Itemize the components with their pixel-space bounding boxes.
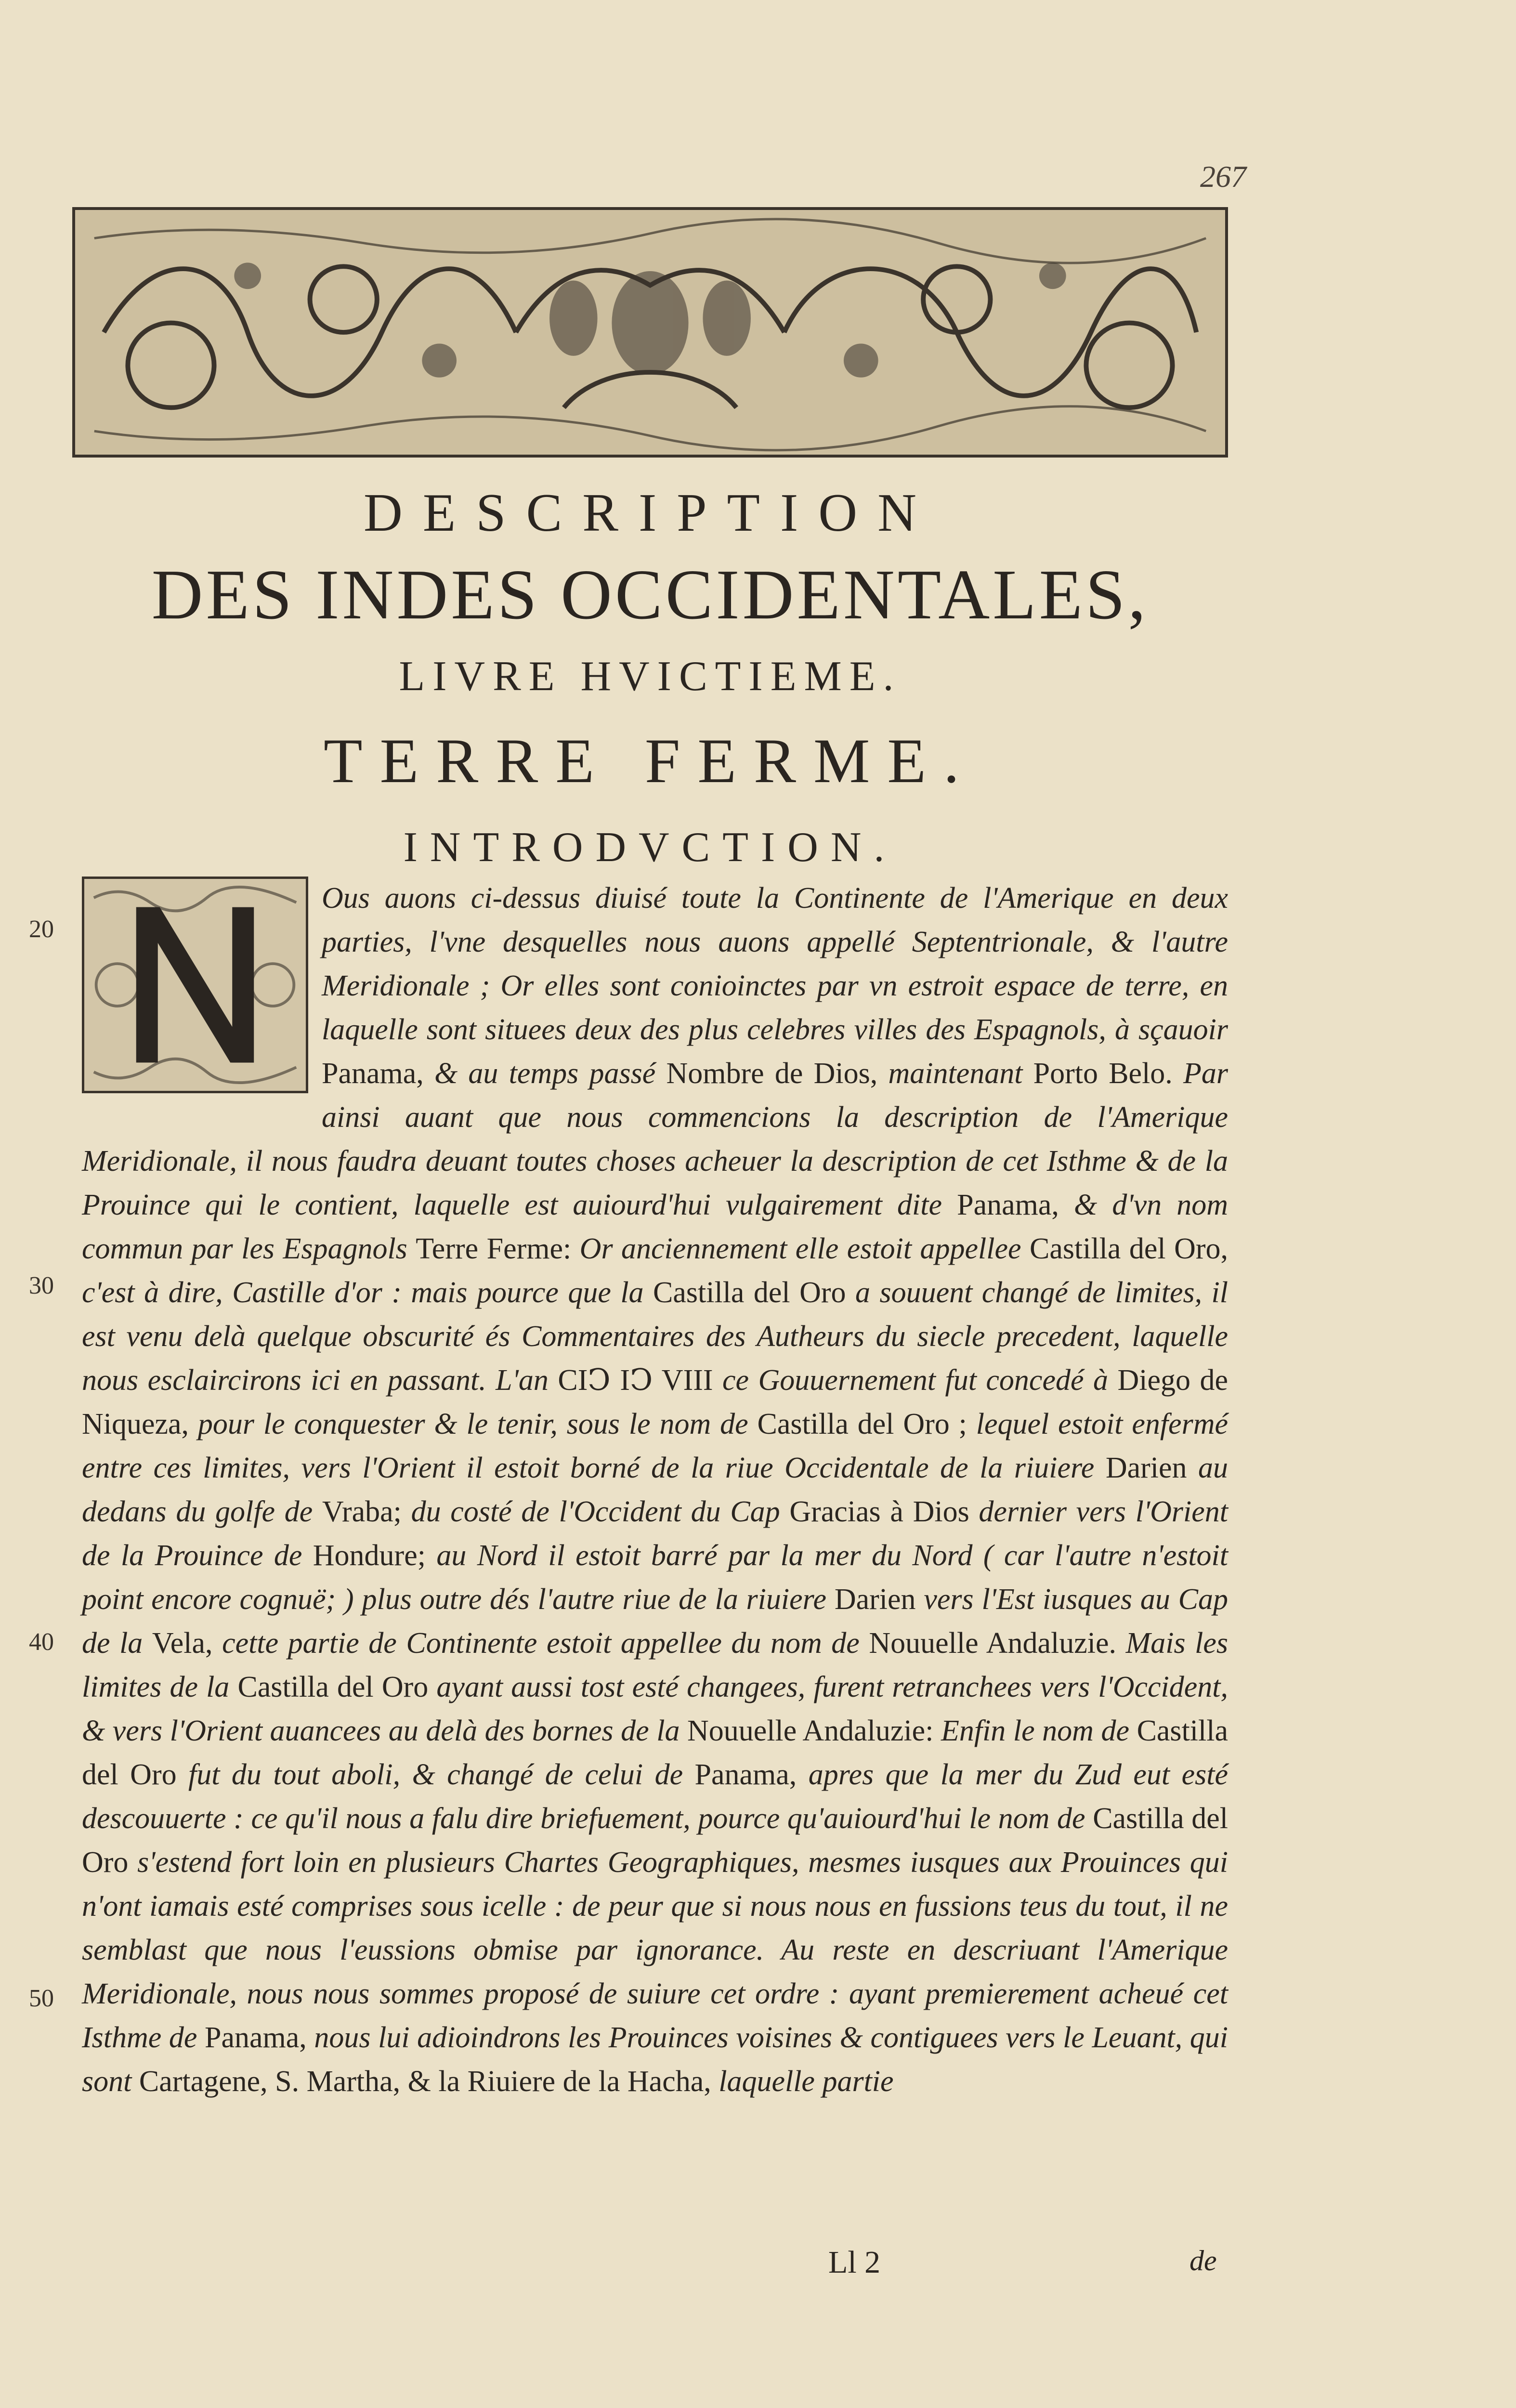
- decorated-initial-icon: [84, 879, 306, 1091]
- text-run: nous lui adioindrons les Prouinces voisines & contiguees vers le Leuant, qui sont: [82, 2021, 1228, 2098]
- margin-number: 20: [29, 916, 54, 943]
- title-line-3: LIVRE HVICTIEME.: [399, 653, 902, 700]
- text-run: maintenant: [877, 1057, 1033, 1090]
- margin-number: 30: [29, 1272, 54, 1299]
- place-name: Gracias à Dios: [789, 1495, 969, 1528]
- text-run: lequel estoit enfermé entre ces limites, vers l'Orient il estoit borné de la riue Occidentale de la riuiere: [82, 1408, 1228, 1484]
- year-numeral: CIↃ IↃ VIII: [558, 1364, 713, 1397]
- text-run: & au temps passé: [423, 1057, 667, 1090]
- page-number: 267: [1200, 159, 1246, 194]
- place-name: Panama,: [205, 2021, 307, 2054]
- title-line-1: DESCRIPTION: [363, 483, 937, 543]
- signature-mark: Ll 2: [828, 2245, 881, 2280]
- place-name: Terre Ferme:: [416, 1232, 572, 1265]
- place-name: Darien: [834, 1583, 916, 1616]
- title-line-4: TERRE FERME.: [323, 725, 977, 796]
- place-name: Castilla del Oro,: [1030, 1232, 1228, 1265]
- place-name: Castilla del Oro ;: [757, 1408, 967, 1440]
- ornamental-headpiece: [72, 207, 1228, 458]
- place-name: Porto Belo.: [1033, 1057, 1173, 1090]
- title-line-2: DES INDES OCCIDENTALES,: [151, 555, 1149, 634]
- place-name: Vraba;: [322, 1495, 402, 1528]
- headpiece-ornament-icon: [75, 210, 1225, 455]
- text-run: du costé de l'Occident du Cap: [401, 1495, 790, 1528]
- text-run: Mais les limites de la: [82, 1627, 1228, 1703]
- text-run: Par ainsi auant que nous commencions la description de l'Amerique Meridionale, il nous faudra deuant toutes choses acheuer la description de cet Isthme & de la Prouince qui le contient, laquelle est auiourd'hui vulgairement dite: [82, 1057, 1228, 1221]
- text-run: au Nord il estoit barré par la mer du Nord ( car l'autre n'estoit point encore cognuë; ) plus outre dés l'autre riue de la riuiere: [82, 1539, 1228, 1616]
- place-name: Panama,: [694, 1758, 797, 1791]
- place-name: Hondure;: [313, 1539, 426, 1572]
- place-name: Darien: [1105, 1452, 1187, 1484]
- body-text: [82, 877, 1228, 2104]
- margin-number: 40: [29, 1628, 54, 1656]
- place-name: Nouuelle Andaluzie:: [687, 1714, 934, 1747]
- person-name: Diego de Niqueza,: [82, 1364, 1228, 1440]
- margin-number: 50: [29, 1985, 54, 2012]
- text-run: Ous auons ci-dessus diuisé toute la Continente de l'Amerique en deux parties, l'vne desquelles nous auons appellé Septentrionale, & l'autre Meridionale ; Or elles sont conioinctes par vn estroit espace de terre, en laquelle sont situees deux des plus celebres villes des Espagnols, à sçauoir: [322, 882, 1228, 1046]
- place-name: Vela,: [152, 1627, 213, 1660]
- place-name: Cartagene, S. Martha, & la Riuiere de la Hacha,: [139, 2065, 711, 2098]
- chapter-title: [72, 477, 1228, 886]
- text-run: ayant aussi tost esté changees, furent retranchees vers l'Occident, & vers l'Orient auancees au delà des bornes de la: [82, 1671, 1228, 1747]
- text-run: cette partie de Continente estoit appellee du nom de: [212, 1627, 869, 1660]
- text-run: & d'vn nom commun par les Espagnols: [82, 1189, 1228, 1265]
- text-run: dernier vers l'Orient de la Prouince de: [82, 1495, 1228, 1572]
- text-run: pour le conquester & le tenir, sous le nom de: [189, 1408, 758, 1440]
- catchword: de: [1189, 2245, 1217, 2277]
- text-run: a souuent changé de limites, il est venu delà quelque obscurité és Commentaires des Autheurs du siecle precedent, laquelle nous esclaircirons ici en passant. L'an: [82, 1276, 1228, 1397]
- place-name: Panama,: [322, 1057, 424, 1090]
- decorated-initial-n: [82, 877, 308, 1093]
- text-run: apres que la mer du Zud eut esté descouuerte : ce qu'il nous a falu dire briefuement, pource qu'auiourd'hui le nom de: [82, 1758, 1228, 1835]
- place-name: Castilla del Oro: [237, 1671, 429, 1703]
- place-name: Castilla del Oro: [82, 1714, 1228, 1791]
- text-run: au dedans du golfe de: [82, 1452, 1228, 1528]
- text-run: ce Gouuernement fut concedé à: [713, 1364, 1118, 1397]
- text-run: fut du tout aboli, & changé de celui de: [176, 1758, 695, 1791]
- text-run: Or anciennement elle estoit appellee: [571, 1232, 1030, 1265]
- text-run: s'estend fort loin en plusieurs Chartes Geographiques, mesmes iusques aux Prouinces qui n'ont iamais esté comprises sous icelle : de peur que si nous nous en fussions teus du tout, il ne semblast que nous l'eussions obmise par ignorance. Au reste en descriuant l'Amerique Meridionale, nous nous sommes proposé de suiure cet ordre : ayant premierement acheué cet Isthme de: [82, 1846, 1228, 2054]
- place-name: Nombre de Dios,: [666, 1057, 878, 1090]
- place-name: Castilla del Oro: [82, 1802, 1228, 1879]
- place-name: Castilla del Oro: [653, 1276, 846, 1309]
- text-run: laquelle partie: [711, 2065, 894, 2098]
- text-run: c'est à dire, Castille d'or : mais pource que la: [82, 1276, 653, 1309]
- title-line-5: INTRODVCTION.: [403, 824, 897, 871]
- place-name: Nouuelle Andaluzie.: [869, 1627, 1117, 1660]
- place-name: Panama,: [957, 1189, 1059, 1221]
- text-run: vers l'Est iusques au Cap de la: [82, 1583, 1228, 1660]
- text-run: Enfin le nom de: [933, 1714, 1137, 1747]
